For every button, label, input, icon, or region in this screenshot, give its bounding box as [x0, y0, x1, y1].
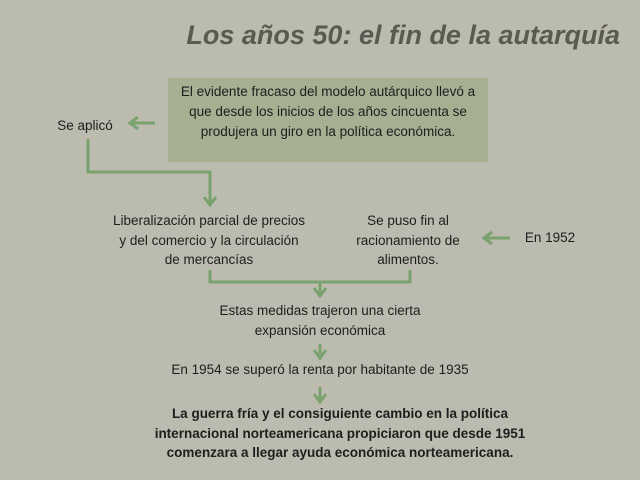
- intro-text: El evidente fracaso del modelo autárquico llevó a que desde los inicios de los años cincuenta se produjera un giro en la política económica.: [180, 84, 476, 139]
- arrow-income-to-coldwar: [314, 387, 326, 402]
- result-text: Estas medidas trajeron una cierta expansión económica: [219, 303, 421, 338]
- arrow-year-to-measure: [484, 232, 510, 244]
- bracket-measures-to-result: [210, 270, 410, 296]
- arrow-result-to-income: [314, 344, 326, 358]
- year-label: En 1952: [524, 230, 576, 245]
- applied-label: Se aplicó: [57, 118, 113, 133]
- arrow-applied-to-measure: [88, 139, 216, 205]
- cold-war-text: La guerra fría y el consiguiente cambio en la política internacional norteamericana propiciaron que desde 1951 comenzara a llegar ayuda económica norteamericana.: [154, 406, 526, 460]
- arrow-left-to-applied: [130, 117, 155, 129]
- slide-title: Los años 50: el fin de la autarquía: [186, 20, 620, 50]
- income-text: En 1954 se superó la renta por habitante de 1935: [171, 362, 469, 377]
- measure-right-text: Se puso fin al racionamiento de alimentos.: [356, 213, 460, 267]
- measure-left-text: Liberalización parcial de precios y del comercio y la circulación de mercancías: [112, 213, 306, 267]
